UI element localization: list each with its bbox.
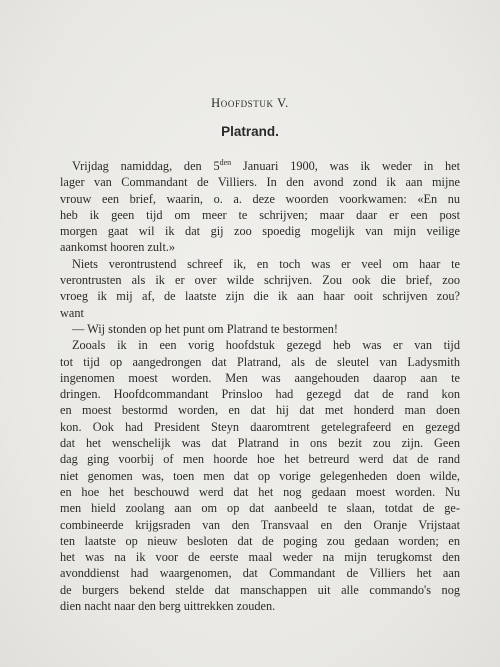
chapter-title: Platrand. [221,124,279,139]
paragraph-line: en hoe het beschouwd werd dat het nog gedaan moest worden. Nu [60,484,460,499]
paragraph-line: — Wij stonden op het punt om Platrand te bestormen! [72,321,339,336]
paragraph-line: morgen gaat wil ik dat gij zoo spoedig mogelijk van mijn veilige [60,224,460,239]
paragraph-line: heb ik geen tijd om meer te schrijven; maar daar er een post [60,207,460,222]
paragraph-line: lager van Commandant de Villiers. In den avond zond ik aan mijne [60,175,460,190]
paragraph-line: vroeg ik mij af, de laatste zijn die ik aan haar ooit schrijven zou? [60,289,460,304]
paragraph-line: aankomst hooren zult.» [60,240,176,255]
paragraph-line: het was na ik voor de eerste maal weder na mijn terugkomst den [60,550,460,565]
paragraph-line: niet genomen was, toen men dat op vorige gelegenheden doen wilde, [60,468,460,483]
superscript: den [219,157,232,167]
paragraph-line: men hield zoolang aan om op dat aanbeeld te slaan, totdat de ge- [60,501,460,516]
paragraph-line: ingenomen moest worden. Men was aangehouden daarop aan te [60,370,460,385]
body-text [60,158,460,614]
paragraph-line: de burgers bekend stelde dat manschappen uit alle commando's nog [60,582,460,597]
paragraph-line: verontrusten als ik er over wilde schrijven. Zou ook die brief, zoo [60,273,460,288]
paragraph-line: en moest bestormd worden, en dat hij dat met honderd man doen [60,403,460,418]
paragraph-line: want [60,305,84,320]
paragraph-line: avonddienst had waargenomen, dat Commandant de Villiers het aan [60,566,460,581]
paragraph-line: ten laatste op nieuw besloten dat de poging zou gedaan worden; en [60,533,460,548]
paragraph-line: tot tijd op aangedrongen dat Platrand, als de sleutel van Ladysmith [60,354,460,369]
paragraph-line: Vrijdag namiddag, den $5^{den}$ Januari 1900, was ik weder in het [72,157,461,173]
paragraph-line: Zooals ik in een vorig hoofdstuk gezegd heb was er van tijd [72,338,460,353]
paragraph-line: dringen. Hoofdcommandant Prinsloo had gezegd dat de rand kon [60,387,460,402]
chapter-heading: Hoofdstuk V. [211,96,289,110]
paragraph-line: dat het wenschelijk was dat Platrand in ons bezit zou zijn. Geen [60,436,460,451]
paragraph-line: kon. Ook had President Steyn daaromtrent getelegrafeerd en gezegd [60,419,460,434]
paragraph-line: Niets verontrustend schreef ik, en toch was er veel om haar te [72,256,460,271]
paragraph-line: vrouw een brief, waarin, o. a. deze woorden voorkwamen: «En nu [60,191,460,206]
paragraph-line: combineerde krijgsraden van den Transvaal en den Oranje Vrijstaat [60,517,460,532]
paragraph-line: dag ging voorbij of men hoorde hoe het betreurd werd dat de rand [60,452,460,467]
paragraph-line: dien nacht naar den berg uittrekken zouden. [60,599,276,614]
